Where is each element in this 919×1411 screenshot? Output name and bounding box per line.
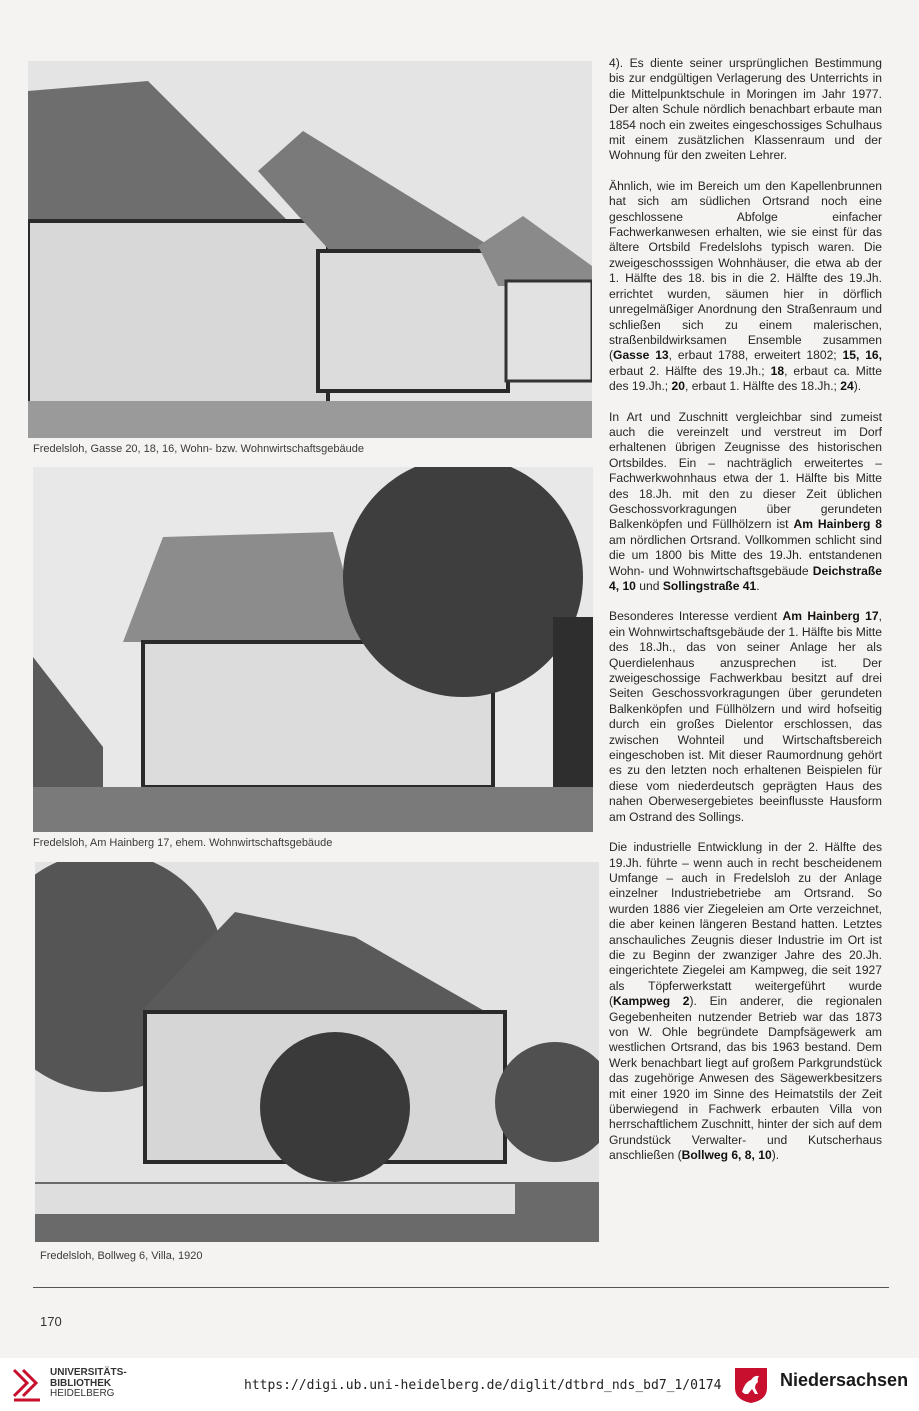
address-reference: Gasse 13 bbox=[613, 348, 669, 363]
text-run: , ein Wohnwirtschaftsgebäude der 1. Hälfte bis Mitte des 18.Jh., das von seiner Anlage her als Querdielenhaus anzusprechen ist. Der zweigeschossige Fachwerkbau besitzt auf drei Seiten Geschossvorkragungen über gerundeten Balkenköpfen und Füllhölzern und wird hofseitig durch ein großes Dielentor erschlossen, das zwischen Wohnteil und Wirtschaftsbereich eingeschoben ist. Mit dieser Raumordnung gehört es zu den letzten noch erhaltenen Beispielen für diese vom niederdeutsch geprägten Haus des nahen Oberwesergebietes beeinflusste Hausform am Ostrand des Sollings. bbox=[609, 609, 882, 824]
body-paragraph bbox=[609, 56, 882, 164]
photo-am-hainberg-17 bbox=[33, 467, 593, 832]
text-run: ). bbox=[853, 379, 862, 394]
text-run: Ähnlich, wie im Bereich um den Kapellenbrunnen hat sich am südlichen Ortsrand noch eine geschlossene Abfolge einfacher Fachwerkanwesen erhalten, wie sie einst für das ältere Ortsbild Fredelslohs typisch waren. Die zweigeschosssigen Wohnhäuser, die etwa ab der 1. Hälfte des 18. bis in die 2. Hälfte des 19.Jh. errichtet wurden, säumen hier in dörflich unregelmäßiger Anordnung den Straßenraum und schließen sich zu einem malerischen, straßenbildwirksamen Ensemble zusammen ( bbox=[609, 178, 882, 363]
text-run: . bbox=[756, 579, 760, 593]
text-run: ). bbox=[771, 1148, 780, 1163]
address-reference: Kampweg 2 bbox=[613, 994, 690, 1009]
address-reference: Bollweg 6, 8, 10 bbox=[681, 1148, 772, 1163]
body-paragraph bbox=[609, 179, 882, 395]
library-name: UNIVERSITÄTS- BIBLIOTHEK HEIDELBERG bbox=[50, 1367, 127, 1399]
photo-bollweg-villa bbox=[35, 862, 599, 1242]
address-reference: Sollingstraße 41 bbox=[662, 579, 757, 593]
photo-gasse-houses bbox=[28, 61, 592, 438]
state-name: Niedersachsen bbox=[780, 1370, 909, 1390]
address-reference: 18 bbox=[770, 363, 785, 378]
text-run: 4). Es diente seiner ursprünglichen Bestimmung bis zur endgültigen Verlagerung des Unterrichts in die Mittelpunktschule in Moringen im Jahr 1977. Der alten Schule nördlich benachbart erbaute man 1854 noch ein zweites eingeschossiges Schulhaus mit einem zusätzlichen Klassenraum und der Wohnung für den zweiten Lehrer. bbox=[609, 56, 882, 163]
text-run: In Art und Zuschnitt vergleichbar sind zumeist auch die vereinzelt und verstreut im Dorf erhaltenen übrigen Zeugnisse des historischen Ortsbildes. Ein – nachträglich erweitertes – Fachwerkwohnhaus etwa der 1. Hälfte bis Mitte des 18.Jh. mit den zu dieser Zeit üblichen Geschossvorkragungen über gerundeten Balkenköpfen und Füllhölzern ist bbox=[609, 409, 882, 532]
address-reference: Deichstraße 4, 10 bbox=[609, 563, 882, 593]
text-run: und bbox=[635, 579, 663, 593]
page-number: 170 bbox=[40, 1314, 62, 1329]
body-paragraph bbox=[609, 410, 882, 595]
address-reference: Am Hainberg 8 bbox=[793, 517, 882, 532]
footer-rule bbox=[33, 1287, 889, 1288]
body-text-column bbox=[609, 56, 882, 1179]
text-run: , erbaut 1788, erweitert 1802; bbox=[668, 348, 843, 363]
text-run: Besonderes Interesse verdient bbox=[609, 609, 783, 624]
photo-caption: Fredelsloh, Bollweg 6, Villa, 1920 bbox=[40, 1250, 203, 1262]
text-run: Die industrielle Entwicklung in der 2. Hälfte des 19.Jh. führte – wenn auch in recht bescheidenem Umfange – auch in Fredelsloh zu der Anlage einzelner Industriebetriebe am Ortsrand. So wurden 1886 vier Ziegeleien am Orte verzeichnet, die aber keinen längeren Bestand hatten. Letztes anschauliches Zeugnis dieser Industrie im Ort ist die zu Beginn der zwanziger Jahre des 20.Jh. eingerichtete Ziegelei am Kampweg, die seit 1927 als Töpferwerkstatt weitergeführt wurde ( bbox=[609, 840, 882, 1009]
address-reference: Am Hainberg 17 bbox=[782, 609, 879, 624]
text-run: ). Ein anderer, die regionalen Gegebenheiten nutzender Betrieb war das 1873 von W. Ohle begründete Dampfsägewerk am westlichen Ortsrand, das bis 1963 bestand. Dem Werk benachbart liegt auf großem Parkgrundstück das zugehörige Anwesen des Sägewerkbesitzers mit einer 1920 im Sinne des Heimatstils der Zeit überwiegend in Fachwerk erbauten Villa von herrschaftlichem Zuschnitt, hinter der sich auf dem Grundstück Verwalter- und Kutscherhaus anschließen ( bbox=[609, 994, 882, 1163]
address-reference: 20 bbox=[671, 379, 685, 394]
address-reference: 15, 16, bbox=[842, 348, 882, 363]
niedersachsen-horse-crest-icon bbox=[733, 1366, 769, 1404]
text-run: , erbaut ca. Mitte des 19.Jh.; bbox=[609, 363, 882, 394]
text-run: , erbaut 1. Hälfte des 18.Jh.; bbox=[684, 379, 841, 394]
body-paragraph bbox=[609, 609, 882, 825]
photo-caption: Fredelsloh, Gasse 20, 18, 16, Wohn- bzw. Wohnwirtschaftsgebäude bbox=[33, 443, 364, 455]
ub-heidelberg-logo-icon bbox=[10, 1366, 44, 1404]
text-run: erbaut 2. Hälfte des 19.Jh.; bbox=[609, 363, 771, 378]
source-url-link[interactable]: https://digi.ub.uni-heidelberg.de/diglit/dtbrd_nds_bd7_1/0174 bbox=[244, 1378, 722, 1393]
photo-caption: Fredelsloh, Am Hainberg 17, ehem. Wohnwirtschaftsgebäude bbox=[33, 837, 333, 849]
body-paragraph bbox=[609, 840, 882, 1164]
address-reference: 24 bbox=[840, 379, 854, 394]
text-run: am nördlichen Ortsrand. Vollkommen schlicht sind die um 1800 bis Mitte des 19.Jh. entstandenen Wohn- und Wohnwirtschaftsgebäude bbox=[609, 532, 882, 578]
